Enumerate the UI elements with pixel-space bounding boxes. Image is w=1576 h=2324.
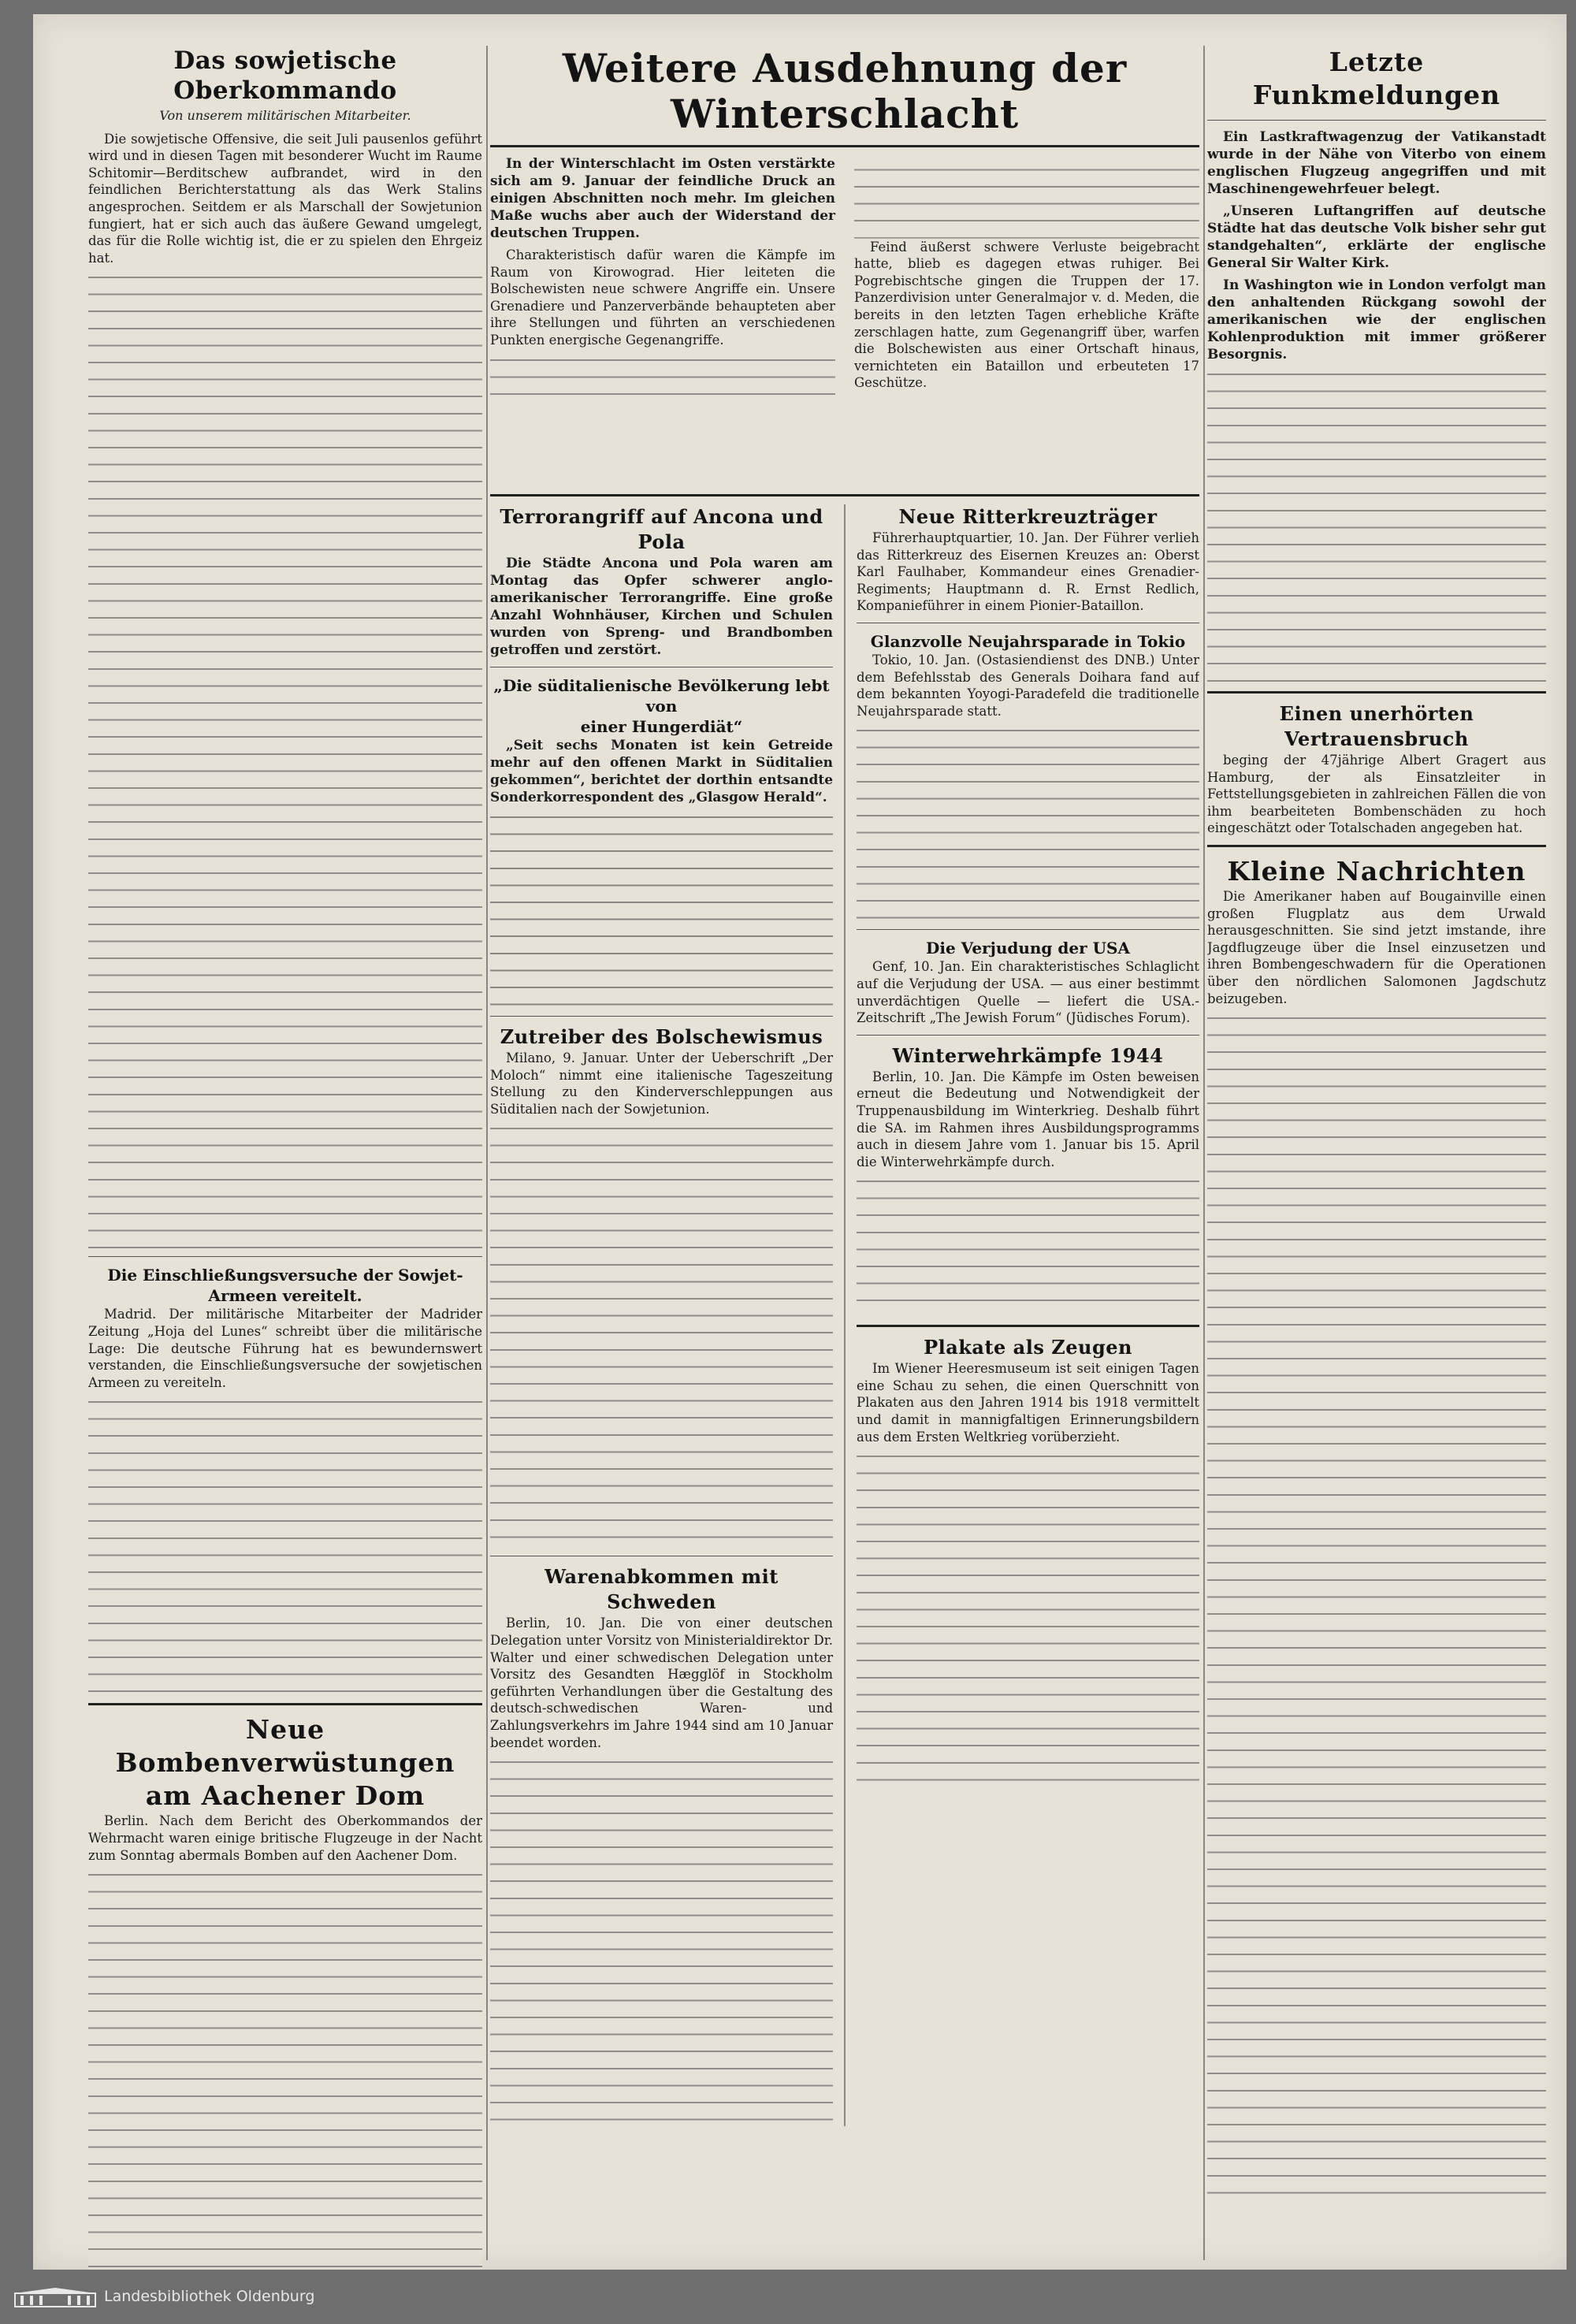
newspaper-page — [33, 14, 1567, 2270]
text-block — [490, 1756, 833, 2126]
text-block — [490, 1122, 833, 1548]
article-title-winter: Winterwehrkämpfe 1944 — [892, 1043, 1164, 1067]
column-rule — [844, 504, 846, 2126]
article-title-vertrauensbruch: Einen unerhörten Vertrauensbruch — [1279, 702, 1474, 750]
divider — [88, 1256, 482, 1257]
divider — [490, 145, 1199, 147]
article-paragraph: Tokio, 10. Jan. (Ostasiendienst des DNB.) Unter dem Befehlsstab des Generals Doihara fand auf dem bekannten Yoyogi-Paradefeld die traditionelle Neujahrsparade statt. — [857, 652, 1199, 719]
article-title-zutreiber: Zutreiber des Bolschewismus — [500, 1025, 823, 1048]
article-byline: Von unserem militärischen Mitarbeiter. — [159, 108, 411, 123]
article-title-tokio: Glanzvolle Neujahrsparade in Tokio — [870, 631, 1186, 651]
article-paragraph: Die Städte Ancona und Pola waren am Montag das Opfer schwerer anglo-amerikanischer Terrorangriffe. Eine große Anzahl Wohnhäuser, Kirchen und Schulen wurden von Spreng- und Brandbomben getroffen und zerstört. — [490, 556, 834, 658]
divider — [857, 929, 1199, 930]
column-rule — [1203, 46, 1205, 2260]
text-block — [1207, 368, 1546, 683]
middle-left-subcolumn — [490, 504, 833, 2126]
article-paragraph: Feind äußerst schwere Verluste beigebracht hatte, blieb es dagegen etwas ruhiger. Bei Pogrebischtsche gingen die Truppen der 17. Panzerdivision unter Generalmajor v. d. Meden, die bereits in den letzten Tagen erhebliche Kräfte zerschlagen hatte, zum Gegenangriff über, warfen die Bolschewisten aus einer Ortschaft hinaus, vernichteten ein Bataillon und erbeuteten 17 Geschütze. — [854, 239, 1199, 391]
subheading-einschliessung: Die Einschließungsversuche der Sowjet-Armeen vereitelt. — [107, 1266, 463, 1306]
article-paragraph: Genf, 10. Jan. Ein charakteristisches Schlaglicht auf die Verjudung der USA. — aus einer bestimmt unverdächtigen Quelle — liefert die USA.-Zeitschrift „The Jewish Forum“ (Jüdisches Forum). — [857, 959, 1199, 1026]
article-paragraph: Im Wiener Heeresmuseum ist seit einigen Tagen eine Schau zu sehen, die einen Querschnitt von Plakaten aus den Jahren 1914 bis 1918 vermittelt und damit in mannigfaltigen Erinnerungsbildern aus dem Ersten Weltkrieg vorüberzieht. — [857, 1361, 1199, 1445]
article-paragraph: beging der 47jährige Albert Gragert aus Hamburg, der als Einsatzleiter in Fettstellungsgebieten in zahlreichen Fällen die von ihm bearbeiteten Bombenschäden zu hoch eingeschätzt oder Totalschaden angegeben hat. — [1207, 753, 1546, 836]
library-footer — [0, 2270, 1576, 2324]
article-paragraph: Berlin. Nach dem Bericht des Oberkommandos der Wehrmacht waren einige britische Flugzeuge in der Nacht zum Sonntag abermals Bomben auf den Aachener Dom. — [88, 1813, 482, 1863]
column-rule — [486, 46, 488, 2260]
article-title-terror: Terrorangriff auf Ancona und Pola — [500, 505, 823, 553]
lead-article — [490, 155, 1199, 486]
text-block — [857, 724, 1199, 921]
library-building-icon — [14, 2287, 96, 2307]
divider — [857, 1035, 1199, 1036]
article-paragraph: Charakteristisch dafür waren die Kämpfe im Raum von Kirowograd. Hier leiteten die Bolschewisten neue schwere Angriffe ein. Unsere Grenadiere und Panzerverbände behaupteten aber ihre Stellungen und führten an verschiedenen Punkten energische Gegenangriffe. — [490, 247, 835, 348]
divider — [1207, 120, 1546, 121]
divider — [1207, 691, 1546, 693]
divider — [490, 1016, 833, 1017]
text-block — [88, 271, 482, 1248]
right-column — [1207, 46, 1546, 2194]
article-paragraph: Berlin, 10. Jan. Die von einer deutschen Delegation unter Vorsitz von Ministerialdirektor Dr. Walter und einer schwedischen Delegation unter Vorsitz des Gesandten Hægglöf in Stockholm geführten Verhandlungen über die Gestaltung des deutsch-schwedischen Waren- und Zahlungsverkehrs im Jahre 1944 sind am 10 Januar beendet worden. — [490, 1616, 834, 1750]
text-block — [88, 1868, 482, 2270]
article-title-bomben: Neue Bombenverwüstungen — [115, 1714, 455, 1779]
divider — [490, 494, 1199, 496]
text-block — [857, 1450, 1199, 1781]
article-title-usa: Die Verjudung der USA — [926, 939, 1130, 958]
text-block — [490, 811, 833, 1008]
article-paragraph: Berlin, 10. Jan. Die Kämpfe im Osten beweisen erneut die Bedeutung und Notwendigkeit der Truppenausbildung im Winterkrieg. Deshalb führt die SA. im Rahmen ihres Ausbildungsprogramms auch in diesem Jahre vom 1. Januar bis 15. April die Winterwehrkämpfe durch. — [857, 1069, 1199, 1169]
text-block — [857, 1175, 1199, 1317]
article-title-italien: „Die süditalienische Bevölkerung lebt von — [493, 676, 830, 716]
article-paragraph: Madrid. Der militärische Mitarbeiter der Madrider Zeitung „Hoja del Lunes“ schreibt über die militärische Lage: Die deutsche Führung hat es bewundernswert verstanden, die Einschließungsversuche der sowjetischen Armeen zu vereiteln. — [88, 1307, 482, 1390]
middle-right-subcolumn — [857, 504, 1199, 2126]
article-paragraph: Die sowjetische Offensive, die seit Juli pausenlos geführt wird und in diesen Tagen mit besonderer Wucht im Raume Schitomir—Berditschew aufbrandet, wird in den feindlichen Berichterstattung als das Werk Stalins angesprochen. Seitdem er als Marschall der Sowjetunion fungiert, hat er sich auch das äußere Gewand umgelegt, das für die Rolle wichtig ist, die er zu spielen den Ehrgeiz hat. — [88, 131, 482, 266]
article-paragraph: In Washington wie in London verfolgt man den anhaltenden Rückgang sowohl der amerikanischen wie der englischen Kohlenproduktion mit immer größerer Besorgnis. — [1207, 277, 1546, 363]
article-paragraph: „Unseren Luftangriffen auf deutsche Städte hat das deutsche Volk bisher sehr gut standgehalten“, erklärte der englische General Sir Walter Kirk. — [1207, 203, 1546, 271]
divider — [88, 1703, 482, 1705]
article-title-ritterkreuz: Neue Ritterkreuzträger — [898, 505, 1158, 528]
article-title-bomben-2: am Aachener Dom — [145, 1780, 426, 1812]
lower-middle — [490, 504, 1199, 2126]
article-title-plakate: Plakate als Zeugen — [924, 1336, 1132, 1359]
library-label: Landesbibliothek Oldenburg — [104, 2288, 315, 2305]
article-title-waren: Warenabkommen mit Schweden — [545, 1565, 779, 1614]
lead-paragraph: In der Winterschlacht im Osten verstärkte sich am 9. Januar der feindliche Druck an einigen Abschnitten noch mehr. Im gleichen Maße wuchs aber auch der Widerstand der deutschen Truppen. — [490, 156, 835, 241]
main-headline: Weitere Ausdehnung der Winterschlacht — [562, 46, 1128, 137]
article-paragraph: Milano, 9. Januar. Unter der Ueberschrift „Der Moloch“ nimmt eine italienische Tageszeitung Stellung zu den Kinderverschleppungen aus Süditalien nach der Sowjetunion. — [490, 1050, 834, 1117]
divider — [857, 1325, 1199, 1327]
middle-column — [490, 46, 1199, 2126]
article-title-kleine-nachrichten: Kleine Nachrichten — [1227, 855, 1526, 887]
divider — [1207, 845, 1546, 847]
article-title-oberkommando: Das sowjetische Oberkommando — [173, 46, 397, 105]
article-title-funkmeldungen: Letzte Funkmeldungen — [1252, 46, 1501, 110]
text-block — [88, 1396, 482, 1695]
article-paragraph: Die Amerikaner haben auf Bougainville einen großen Flugplatz aus dem Urwald herausgeschnitten. Sie sind jetzt imstande, ihre Jagdflugzeuge über die Insel einzusetzen und ihren Bombengeschwadern für die Operationen über den nördlichen Salomonen Jagdschutz beizugeben. — [1207, 888, 1546, 1006]
left-column — [88, 46, 482, 2270]
text-block — [1207, 1012, 1546, 2194]
article-title-italien-2: einer Hungerdiät“ — [580, 717, 743, 736]
article-paragraph: „Seit sechs Monaten ist kein Getreide mehr auf den offenen Markt in Süditalien gekommen“, berichtet der dorthin entsandte Sonderkorrespondent des „Glasgow Herald“. — [490, 738, 834, 805]
article-paragraph: Ein Lastkraftwagenzug der Vatikanstadt wurde in der Nähe von Viterbo von einem englischen Flugzeug angegriffen und mit Maschinengewehrfeuer belegt. — [1207, 129, 1546, 197]
article-paragraph: Führerhauptquartier, 10. Jan. Der Führer verlieh das Ritterkreuz des Eisernen Kreuzes an: Oberst Karl Faulhaber, Kommandeur eines Grenadier-Regiments; Hauptmann d. R. Ernst Redlich, Kompanieführer in einem Pionier-Bataillon. — [857, 530, 1199, 614]
